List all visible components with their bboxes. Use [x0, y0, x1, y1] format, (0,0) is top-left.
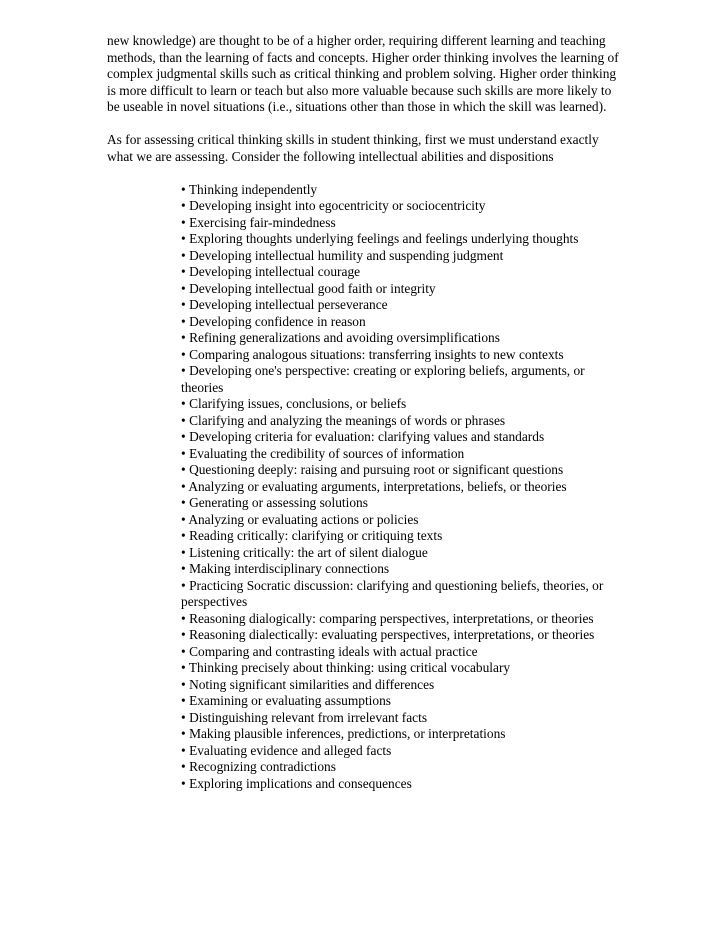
list-item-text: Reasoning dialogically: comparing perspectives, interpretations, or theories — [189, 610, 594, 626]
list-item-text: Thinking precisely about thinking: using critical vocabulary — [188, 660, 511, 675]
list-item-text: Developing insight into egocentricity or sociocentricity — [189, 198, 486, 213]
bullet-icon: • — [181, 198, 186, 213]
list-item-text: Developing one's perspective: creating or exploring beliefs, arguments, or theories — [181, 363, 585, 395]
list-item — [181, 413, 627, 430]
list-item-text: Exploring thoughts underlying feelings and feelings underlying thoughts — [189, 231, 579, 246]
bullet-icon: • — [181, 561, 186, 576]
list-item-text: Exercising fair-mindedness — [189, 214, 336, 230]
bullet-icon: • — [181, 775, 186, 791]
list-item-text: Refining generalizations and avoiding oversimplifications — [189, 330, 500, 345]
list-item-text: Developing intellectual perseverance — [189, 297, 388, 312]
list-item — [181, 231, 627, 248]
bullet-icon: • — [181, 528, 186, 543]
bullet-icon: • — [181, 726, 186, 741]
list-item — [181, 314, 627, 331]
list-item-text: Examining or evaluating assumptions — [189, 693, 392, 708]
list-item — [181, 512, 627, 529]
list-item-text: Clarifying issues, conclusions, or beliefs — [189, 396, 407, 411]
list-item-text: Making interdisciplinary connections — [189, 561, 390, 576]
paragraph-higher-order-thinking: new knowledge) are thought to be of a higher order, requiring different learning and teaching methods, than the learning of facts and concepts. Higher order thinking involves the learning of complex judgmental skills such as critical thinking and problem solving. Higher order thinking is more difficult to learn or teach but also more valuable because such skills are more likely to be useable in novel situations (i.e., situations other than those in which the skill was learned). — [107, 33, 619, 114]
list-item — [181, 561, 627, 578]
bullet-icon: • — [181, 693, 186, 708]
list-item — [181, 215, 627, 232]
list-item — [181, 281, 627, 298]
bullet-icon: • — [181, 214, 186, 230]
list-item — [181, 627, 627, 644]
bullet-icon: • — [181, 445, 186, 461]
list-item-text: Developing confidence in reason — [189, 313, 366, 329]
list-item — [181, 644, 627, 661]
list-item — [181, 528, 627, 545]
list-item — [181, 198, 627, 215]
bullet-icon: • — [181, 742, 186, 758]
bullet-icon: • — [181, 297, 186, 312]
bullet-icon: • — [181, 627, 186, 642]
list-item — [181, 429, 627, 446]
list-item — [181, 660, 627, 677]
list-item — [181, 677, 627, 694]
bullet-icon: • — [181, 330, 186, 345]
list-item — [181, 495, 627, 512]
bullet-icon: • — [181, 511, 186, 527]
bullet-icon: • — [181, 709, 186, 725]
bullet-icon: • — [181, 577, 186, 593]
bullet-icon: • — [181, 231, 186, 246]
list-item — [181, 578, 627, 611]
list-item-text: Questioning deeply: raising and pursuing root or significant questions — [189, 462, 564, 477]
list-item-text: Exploring implications and consequences — [189, 775, 412, 791]
abilities-list — [107, 182, 627, 793]
bullet-icon: • — [181, 247, 186, 263]
bullet-icon: • — [181, 660, 186, 675]
list-item — [181, 264, 627, 281]
list-item — [181, 446, 627, 463]
list-item-text: Reasoning dialectically: evaluating perspectives, interpretations, or theories — [189, 627, 595, 642]
list-item — [181, 743, 627, 760]
list-item — [181, 248, 627, 265]
list-item — [181, 611, 627, 628]
bullet-icon: • — [181, 759, 186, 774]
list-item-text: Comparing and contrasting ideals with actual practice — [189, 643, 478, 659]
bullet-icon: • — [181, 429, 186, 444]
bullet-icon: • — [181, 643, 186, 659]
list-item — [181, 776, 627, 793]
bullet-icon: • — [181, 478, 186, 494]
list-item — [181, 693, 627, 710]
bullet-icon: • — [181, 313, 186, 329]
list-item-text: Evaluating evidence and alleged facts — [189, 742, 392, 758]
bullet-icon: • — [181, 181, 186, 197]
list-item — [181, 347, 627, 364]
list-item — [181, 759, 627, 776]
bullet-icon: • — [181, 346, 186, 362]
list-item — [181, 479, 627, 496]
list-item-text: Listening critically: the art of silent dialogue — [189, 544, 428, 560]
bullet-icon: • — [181, 412, 186, 428]
list-item-text: Practicing Socratic discussion: clarifying and questioning beliefs, theories, or perspectives — [181, 577, 604, 609]
bullet-icon: • — [181, 363, 186, 378]
bullet-icon: • — [181, 610, 186, 626]
list-item-text: Developing intellectual good faith or integrity — [189, 280, 436, 296]
paragraph-assessing-critical-thinking: As for assessing critical thinking skills in student thinking, first we must understand exactly what we are assessing. Consider the following intellectual abilities and dispositions — [107, 132, 599, 164]
bullet-icon: • — [181, 396, 186, 411]
list-item — [181, 396, 627, 413]
bullet-icon: • — [181, 280, 186, 296]
list-item-text: Developing intellectual humility and suspending judgment — [189, 247, 504, 263]
list-item — [181, 726, 627, 743]
bullet-icon: • — [181, 264, 186, 279]
list-item-text: Comparing analogous situations: transferring insights to new contexts — [189, 346, 564, 362]
list-item-text: Developing intellectual courage — [189, 264, 361, 279]
document-page — [107, 33, 627, 792]
list-item-text: Generating or assessing solutions — [189, 495, 368, 510]
bullet-icon: • — [181, 462, 186, 477]
list-item-text: Analyzing or evaluating arguments, interpretations, beliefs, or theories — [188, 478, 567, 494]
list-item-text: Recognizing contradictions — [189, 759, 336, 774]
list-item-text: Distinguishing relevant from irrelevant facts — [189, 709, 428, 725]
list-item — [181, 545, 627, 562]
list-item — [181, 330, 627, 347]
list-item-text: Evaluating the credibility of sources of information — [189, 445, 465, 461]
bullet-icon: • — [181, 544, 186, 560]
list-item — [181, 182, 627, 199]
list-item-text: Clarifying and analyzing the meanings of words or phrases — [189, 412, 506, 428]
list-item — [181, 363, 627, 396]
list-item-text: Making plausible inferences, predictions, or interpretations — [189, 726, 506, 741]
list-item-text: Noting significant similarities and differences — [189, 676, 435, 692]
list-item — [181, 462, 627, 479]
list-item — [181, 710, 627, 727]
list-item — [181, 297, 627, 314]
bullet-icon: • — [181, 495, 186, 510]
list-item-text: Thinking independently — [188, 181, 318, 197]
list-item-text: Developing criteria for evaluation: clarifying values and standards — [189, 429, 545, 444]
list-item-text: Reading critically: clarifying or critiquing texts — [189, 528, 443, 543]
bullet-icon: • — [181, 676, 186, 692]
list-item-text: Analyzing or evaluating actions or policies — [188, 511, 419, 527]
